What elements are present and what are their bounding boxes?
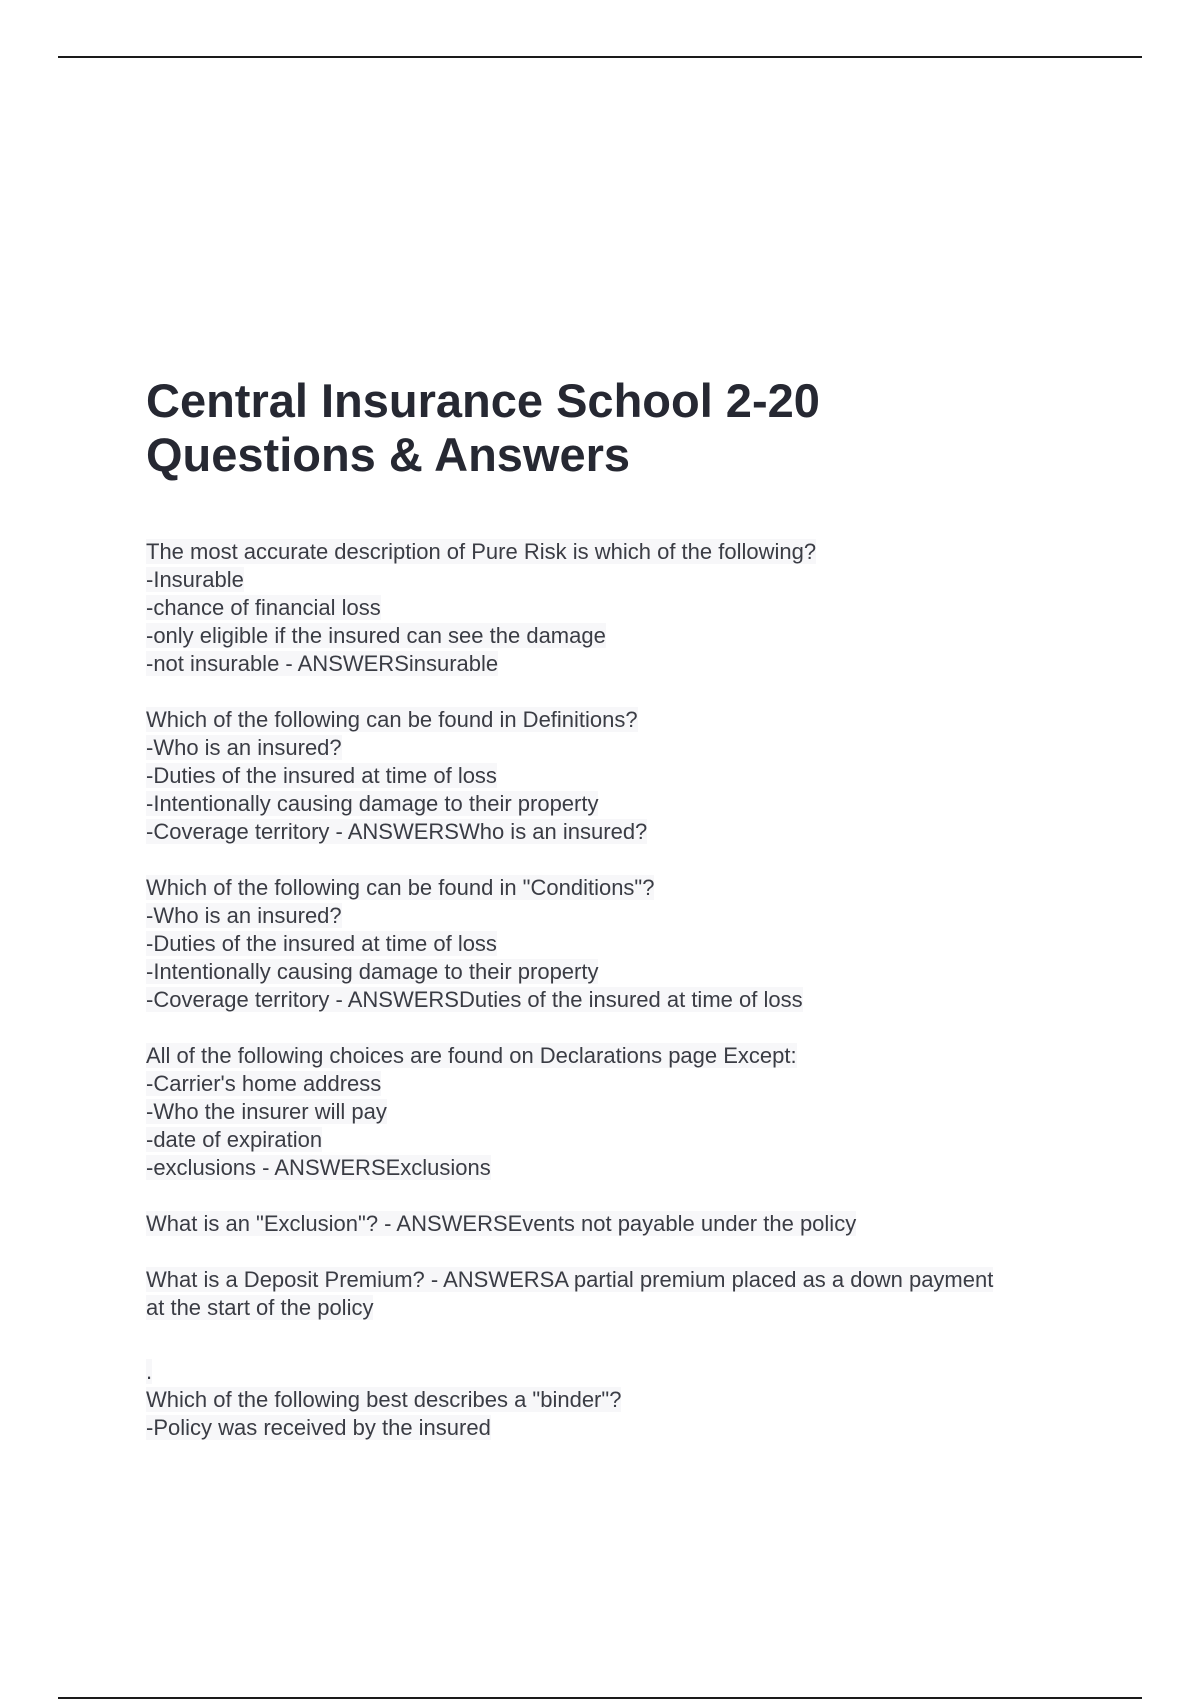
qa-line: . xyxy=(146,1359,153,1384)
qa-line: -Policy was received by the insured xyxy=(146,1415,491,1440)
top-rule xyxy=(58,56,1142,58)
qa-line: -Intentionally causing damage to their property xyxy=(146,959,599,984)
qa-line: -Coverage territory - ANSWERSWho is an insured? xyxy=(146,819,648,844)
qa-line: Which of the following best describes a "binder"? xyxy=(146,1387,622,1412)
qa-line: What is an "Exclusion"? - ANSWERSEvents not payable under the policy xyxy=(146,1211,857,1236)
qa-line: -Who the insurer will pay xyxy=(146,1099,387,1124)
qa-item-3 xyxy=(146,874,1106,1014)
qa-line: All of the following choices are found on Declarations page Except: xyxy=(146,1043,797,1068)
title-line-2: Questions & Answers xyxy=(146,428,631,481)
qa-item-5 xyxy=(146,1210,1106,1238)
qa-line: -Coverage territory - ANSWERSDuties of the insured at time of loss xyxy=(146,987,803,1012)
qa-line: The most accurate description of Pure Risk is which of the following? xyxy=(146,539,817,564)
qa-line: -Insurable xyxy=(146,567,244,592)
qa-line: at the start of the policy xyxy=(146,1295,374,1320)
document-title xyxy=(146,374,1106,482)
qa-line: -Duties of the insured at time of loss xyxy=(146,763,497,788)
qa-item-1 xyxy=(146,538,1106,678)
qa-line: Which of the following can be found in "Conditions"? xyxy=(146,875,655,900)
qa-item-7 xyxy=(146,1358,1106,1442)
qa-line: -Who is an insured? xyxy=(146,735,342,760)
qa-line: -date of expiration xyxy=(146,1127,323,1152)
qa-line: -Carrier's home address xyxy=(146,1071,382,1096)
qa-item-2 xyxy=(146,706,1106,846)
qa-line: -chance of financial loss xyxy=(146,595,381,620)
qa-line: -Duties of the insured at time of loss xyxy=(146,931,497,956)
qa-list xyxy=(146,538,1106,1442)
qa-item-6 xyxy=(146,1266,1106,1322)
qa-line: -Intentionally causing damage to their property xyxy=(146,791,599,816)
bottom-rule xyxy=(58,1697,1142,1699)
qa-line: Which of the following can be found in Definitions? xyxy=(146,707,638,732)
title-line-1: Central Insurance School 2-20 xyxy=(146,374,820,427)
qa-line: What is a Deposit Premium? - ANSWERSA partial premium placed as a down payment xyxy=(146,1267,994,1292)
qa-line: -Who is an insured? xyxy=(146,903,342,928)
document-body xyxy=(146,374,1106,1470)
qa-line: -exclusions - ANSWERSExclusions xyxy=(146,1155,491,1180)
qa-line: -only eligible if the insured can see the damage xyxy=(146,623,606,648)
qa-item-4 xyxy=(146,1042,1106,1182)
qa-line: -not insurable - ANSWERSinsurable xyxy=(146,651,499,676)
